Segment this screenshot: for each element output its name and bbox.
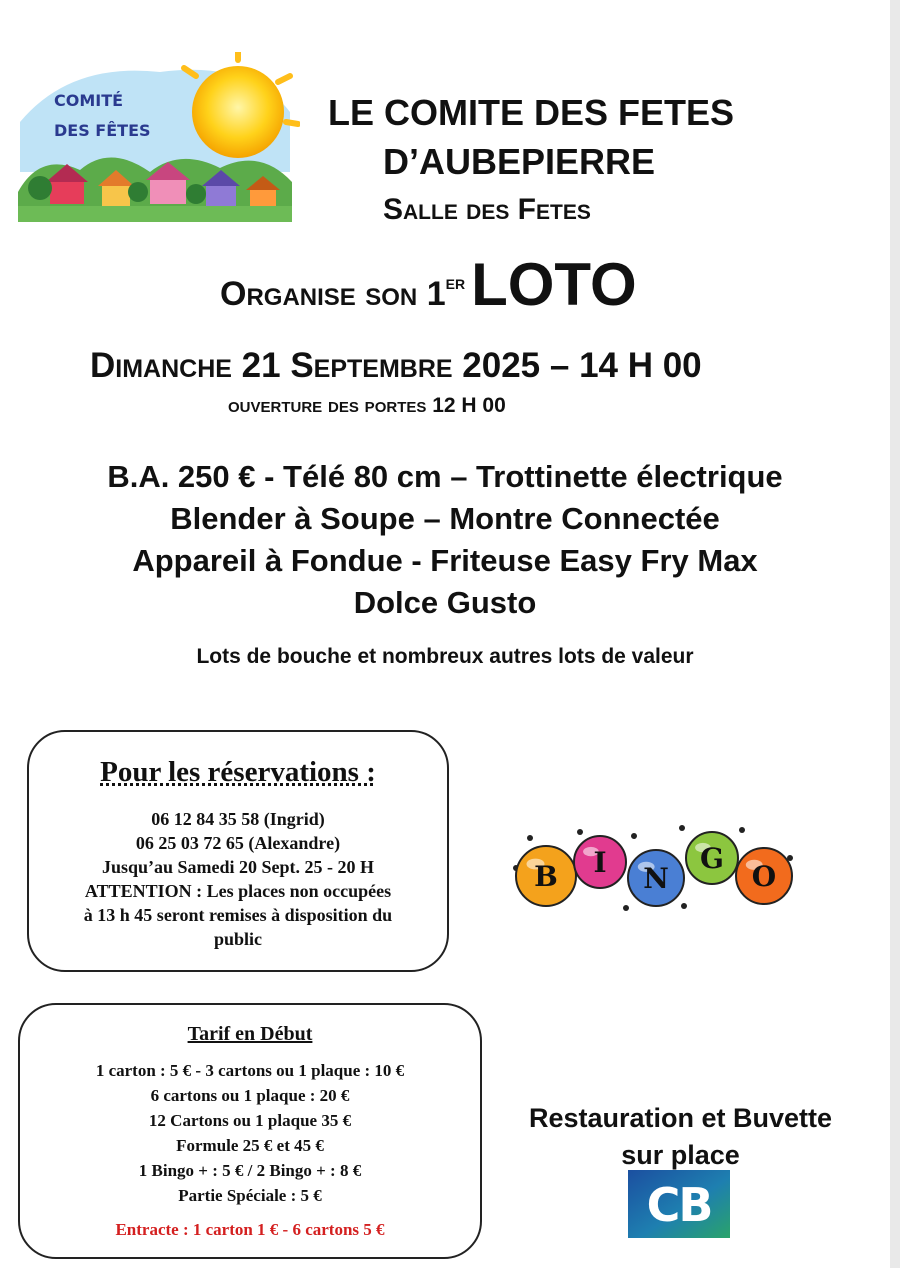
bingo-dot (739, 827, 745, 833)
bingo-dot (679, 825, 685, 831)
tarif-line: 6 cartons ou 1 plaque : 20 € (150, 1086, 350, 1105)
bingo-letter: I (593, 846, 607, 879)
bingo-dot (631, 833, 637, 839)
bingo-letter: B (534, 860, 558, 893)
venue-title: Salle des Fetes (383, 193, 591, 226)
prize-line: Appareil à Fondue - Friteuse Easy Fry Max (132, 543, 758, 578)
bingo-dot (577, 829, 583, 835)
organise-superscript: er (445, 272, 466, 294)
title-line-1: LE COMITE DES FETES (328, 92, 735, 133)
logo-text (54, 86, 151, 146)
event-date: Dimanche 21 Septembre 2025 – 14 H 00 (90, 346, 702, 385)
bingo-graphic (506, 818, 796, 914)
bingo-dot (681, 903, 687, 909)
restauration-line-1: Restauration et Buvette (528, 1103, 833, 1133)
tarif-line: 1 Bingo + : 5 € / 2 Bingo + : 8 € (138, 1161, 362, 1180)
comite-logo (10, 52, 300, 222)
attention-line-3: public (213, 929, 263, 949)
organise-title (220, 250, 637, 319)
reservations-box (27, 730, 449, 972)
tarif-list (20, 1058, 480, 1208)
entracte-price: Entracte : 1 carton 1 € - 6 cartons 5 € (115, 1220, 385, 1239)
bingo-ball-g (686, 832, 738, 884)
prize-list (0, 456, 890, 624)
prize-line: B.A. 250 € - Télé 80 cm – Trottinette électrique (107, 459, 783, 494)
cb-logo (628, 1170, 730, 1238)
logo-line-2: DES FÊTES (54, 121, 151, 140)
attention-line-2: à 13 h 45 seront remises à disposition du (83, 905, 393, 925)
phone-ingrid: 06 12 84 35 58 (Ingrid) (151, 809, 325, 829)
cb-label: CB (646, 1178, 712, 1232)
bingo-letter: G (700, 842, 724, 875)
tarif-line: Partie Spéciale : 5 € (178, 1186, 322, 1205)
tarif-line: 12 Cartons ou 1 plaque 35 € (148, 1111, 352, 1130)
reservation-deadline: Jusqu’au Samedi 20 Sept. 25 - 20 H (101, 857, 375, 877)
bingo-balls-icon (506, 818, 796, 914)
bingo-letter: N (643, 862, 669, 895)
tarif-line: 1 carton : 5 € - 3 cartons ou 1 plaque : 10 € (95, 1061, 405, 1080)
bingo-dot (623, 905, 629, 911)
reservations-details (29, 807, 447, 951)
reservations-title: Pour les réservations : (100, 756, 376, 788)
tarif-title: Tarif en Début (187, 1023, 313, 1045)
tarif-box (18, 1003, 482, 1259)
bingo-ball-i (574, 836, 626, 888)
loto-title: LOTO (471, 251, 637, 318)
bingo-ball-b (516, 846, 576, 906)
extra-prizes: Lots de bouche et nombreux autres lots de valeur (196, 645, 694, 668)
bingo-letter: O (751, 860, 777, 893)
doors-opening: ouverture des portes 12 H 00 (228, 394, 506, 417)
prize-line: Blender à Soupe – Montre Connectée (170, 501, 720, 536)
attention-line-1: ATTENTION : Les places non occupées (84, 881, 392, 901)
tarif-line: Formule 25 € et 45 € (176, 1136, 324, 1155)
bingo-dot (527, 835, 533, 841)
organise-text: Organise son 1 (220, 275, 446, 313)
bingo-ball-o (736, 848, 792, 904)
phone-alexandre: 06 25 03 72 65 (Alexandre) (135, 833, 341, 853)
restauration-info (508, 1100, 853, 1174)
title-line-2: D’AUBEPIERRE (383, 141, 656, 182)
page-edge (890, 0, 900, 1268)
bingo-ball-n (628, 850, 684, 906)
prize-line: Dolce Gusto (353, 585, 537, 620)
restauration-line-2: sur place (621, 1140, 740, 1170)
logo-line-1: COMITÉ (54, 91, 124, 110)
